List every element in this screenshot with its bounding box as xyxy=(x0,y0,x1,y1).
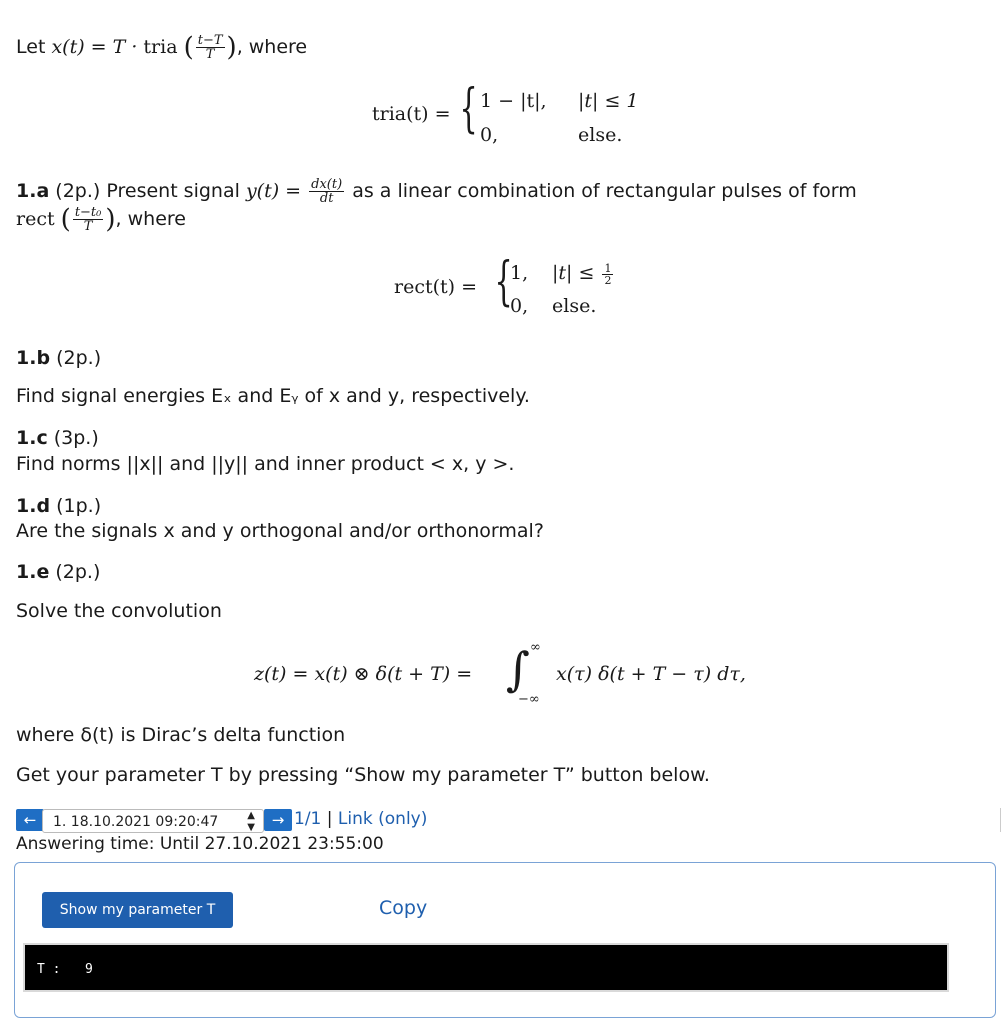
nav-info: 1/1 | Link (only) xyxy=(294,809,428,829)
q1d-text: Are the signals x and y orthogonal and/or orthonormal? xyxy=(16,520,544,542)
q1b-heading: 1.b (2p.) xyxy=(16,347,102,369)
rect-row2-cond: else. xyxy=(552,295,597,317)
rect-word: rect xyxy=(16,208,55,230)
tria-brace: { xyxy=(459,79,478,139)
integral-sign: ∫ xyxy=(506,642,530,696)
next-arrow-button[interactable]: → xyxy=(264,809,292,831)
intro-where: , where xyxy=(236,36,308,58)
q1a-rest: as a linear combination of rectangular pulses of form xyxy=(346,180,857,202)
select-spinner-icon: ▲ ▼ xyxy=(247,810,255,833)
conv-integrand: x(τ) δ(t + T − τ) dτ, xyxy=(556,663,746,685)
intro-function: x(t) = T · xyxy=(51,36,144,58)
only-link[interactable]: (only) xyxy=(378,809,428,829)
tria-word: tria xyxy=(143,36,178,58)
q1a-line1 xyxy=(16,178,857,205)
output-terminal xyxy=(23,943,949,992)
answering-time: Answering time: Until 27.10.2021 23:55:00 xyxy=(16,834,384,854)
intro-let: Let xyxy=(16,36,46,58)
delta-note: where δ(t) is Dirac’s delta function xyxy=(16,724,346,746)
q1a-where: , where xyxy=(115,208,186,230)
q1d-heading: 1.d (1p.) xyxy=(16,495,102,517)
intro-line: Let x(t) = T · tria ( $\frac{t-T}{T}$ ), where xyxy=(16,32,308,63)
q1e-text: Solve the convolution xyxy=(16,600,222,622)
tria-row2-expr: 0, xyxy=(480,124,499,146)
show-parameter-button[interactable]: Show my parameter T xyxy=(42,892,233,928)
output-value: 9 xyxy=(85,962,93,977)
instruction-text: Get your parameter T by pressing “Show my parameter T” button below. xyxy=(16,764,710,786)
answer-select-value: 1. 18.10.2021 09:20:47 xyxy=(53,814,219,830)
rect-lhs: rect(t) = xyxy=(394,276,478,298)
q1a-label: 1.a xyxy=(16,180,50,202)
rect-row1-cond: |t| ≤ $\frac{1}{2}$ xyxy=(552,261,612,287)
q1a-text: (2p.) Present signal xyxy=(49,180,246,202)
integral-lower: −∞ xyxy=(518,692,540,707)
tria-row2-cond: else. xyxy=(578,124,623,146)
rect-row2-expr: 0, xyxy=(510,295,529,317)
q1e-heading: 1.e (2p.) xyxy=(16,561,101,583)
right-edge-marker xyxy=(1000,808,1001,832)
tria-row1-expr: 1 − |t|, xyxy=(480,90,547,112)
q1c-text: Find norms ||x|| and ||y|| and inner product < x, y >. xyxy=(16,453,515,475)
q1a-signal: y(t) = xyxy=(245,180,302,202)
rect-row1-expr: 1, xyxy=(510,262,529,284)
counter-link[interactable]: 1/1 xyxy=(294,809,322,829)
q1c-heading: 1.c (3p.) xyxy=(16,427,99,449)
link-link[interactable]: Link xyxy=(337,809,373,829)
tria-row1-cond: |t| ≤ 1 xyxy=(578,90,639,112)
prev-arrow-button[interactable]: ← xyxy=(16,809,44,831)
q1a-derivative: $\frac{dx(t)}{dt}$ xyxy=(311,177,343,206)
rect-brace: { xyxy=(494,252,513,312)
rect-fraction: $\frac{\text{t−t₀}}{T}$ xyxy=(74,205,102,234)
conv-lhs: z(t) = x(t) ⊗ δ(t + T) = xyxy=(254,663,473,685)
answer-select[interactable] xyxy=(42,809,264,833)
output-label: T : xyxy=(37,962,61,977)
parameter-panel xyxy=(14,862,996,1018)
q1b-text: Find signal energies Eₓ and Eᵧ of x and y, respectively. xyxy=(16,385,530,407)
copy-link[interactable]: Copy xyxy=(379,897,428,919)
intro-fraction: $\frac{t-T}{T}$ xyxy=(197,33,223,62)
tria-lhs: tria(t) = xyxy=(372,103,451,125)
integral-upper: ∞ xyxy=(530,640,541,655)
q1a-line2: rect ( $\frac{\text{t−t₀}}{T}$ ), where xyxy=(16,204,186,235)
